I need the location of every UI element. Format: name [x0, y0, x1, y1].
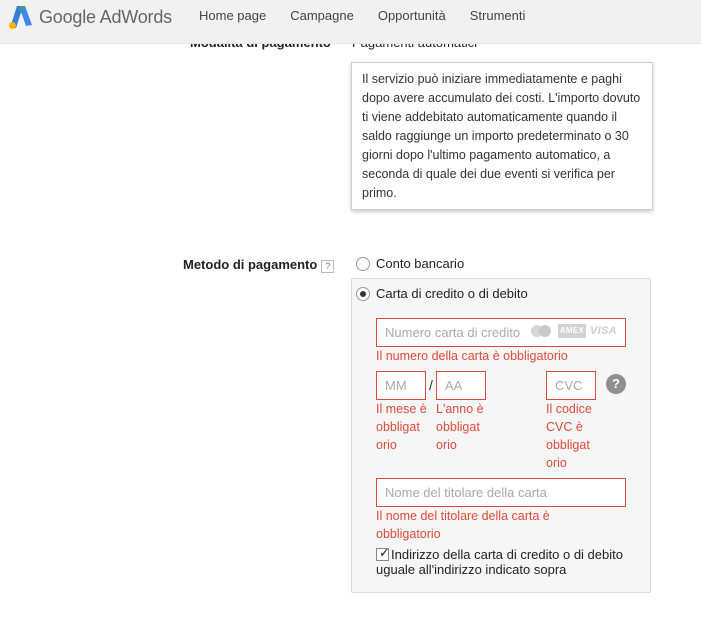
nav-home[interactable]: Home page: [199, 8, 267, 23]
main-nav: [187, 0, 537, 32]
card-logos: [528, 324, 617, 338]
expiry-year-input[interactable]: [436, 371, 486, 400]
cvc-input[interactable]: [546, 371, 596, 400]
visa-icon: VISA: [590, 325, 617, 337]
radio-bank-account-circle[interactable]: [356, 257, 370, 271]
checkmark-icon: ✓: [379, 545, 390, 560]
expiry-separator: /: [429, 377, 433, 393]
cvc-error: Il codice CVC è obbligat orio: [546, 402, 592, 470]
radio-bank-account[interactable]: [356, 256, 464, 271]
radio-card[interactable]: [356, 286, 528, 301]
same-address-checkbox-row[interactable]: [376, 547, 636, 577]
expiry-year-error: L'anno è obbligat orio: [436, 402, 484, 452]
card-number-error: Il numero della carta è obbligatorio: [376, 349, 568, 363]
payment-mode-tooltip: Il servizio può iniziare immediatamente e paghi dopo avere accumulato dei costi. L'importo dovuto ti viene addebitato automaticamente quando il saldo raggiunge un importo predeterminato o 30 giorni dopo l'ultimo pagamento automatico, a seconda di quale dei due eventi si verifica per primo.: [351, 62, 653, 210]
expiry-month-input[interactable]: [376, 371, 426, 400]
logo-wordmark: Google AdWords: [39, 6, 172, 27]
radio-card-circle[interactable]: [356, 287, 370, 301]
radio-bank-account-label: Conto bancario: [376, 256, 465, 271]
same-address-label: Indirizzo della carta di credito o di debito uguale all'indirizzo indicato sopra: [376, 547, 623, 577]
top-bar: [0, 0, 701, 44]
amex-icon: AMEX: [558, 324, 586, 338]
expiry-month-error: Il mese è obbligat orio: [376, 402, 427, 452]
cardholder-name-error: Il nome del titolare della carta è obbligatorio: [376, 509, 550, 541]
nav-campaigns[interactable]: Campagne: [290, 8, 354, 23]
radio-card-label: Carta di credito o di debito: [376, 286, 528, 301]
nav-tools[interactable]: Strumenti: [469, 8, 526, 23]
payment-method-help-icon[interactable]: ?: [321, 260, 334, 273]
mastercard-icon: [528, 324, 554, 338]
nav-opportunities[interactable]: Opportunità: [377, 8, 446, 23]
adwords-logo[interactable]: [8, 3, 172, 31]
payment-method-label: Metodo di pagamento ?: [183, 257, 334, 273]
cvc-help-icon[interactable]: ?: [606, 374, 626, 394]
same-address-checkbox[interactable]: [376, 545, 390, 561]
cardholder-name-input[interactable]: [376, 478, 626, 507]
adwords-logo-icon: [8, 5, 34, 29]
